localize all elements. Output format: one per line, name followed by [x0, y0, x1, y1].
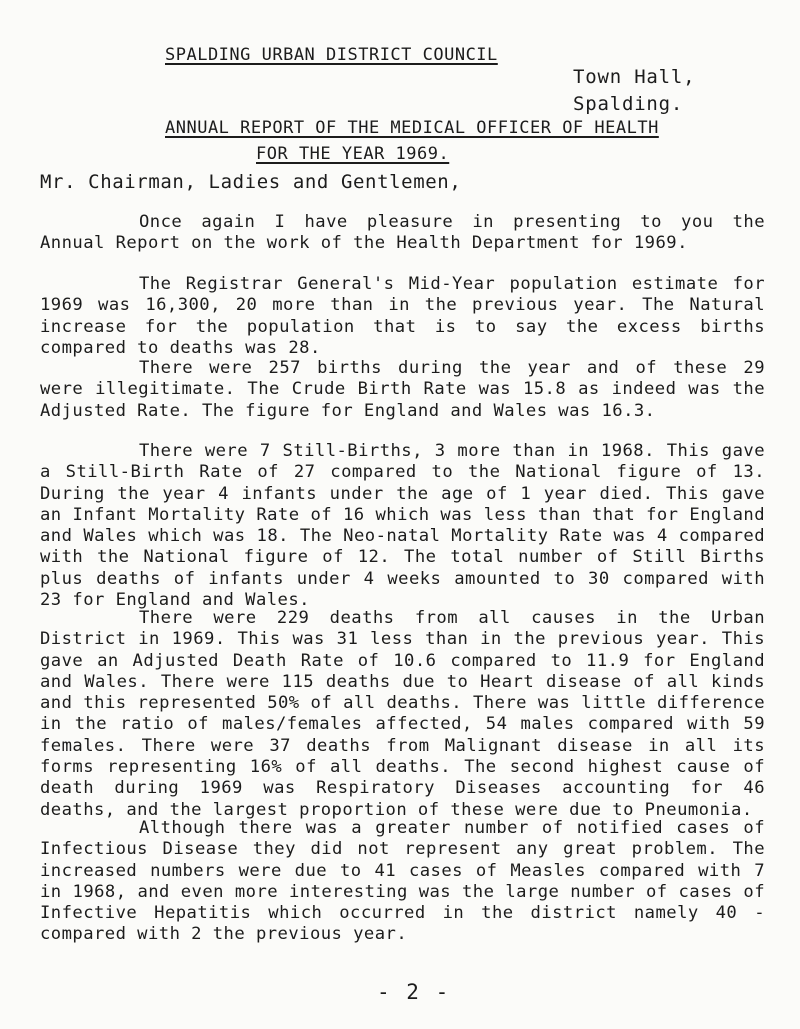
paragraph-infectious-disease: Although there was a greater number of notified cases of Infectious Disease they did not represent any great problem. The increased numbers were due to 41 cases of Measles compared with 7 in 1968, and even more interesting was the large number of cases of Infective Hepatitis which occurred in the district namely 40 - compared with 2 the previous year.	[40, 818, 765, 945]
address-line-1: Town Hall,	[573, 66, 696, 88]
council-heading: SPALDING URBAN DISTRICT COUNCIL	[165, 45, 498, 65]
paragraph-deaths: There were 229 deaths from all causes in the Urban District in 1969. This was 31 less than in the previous year. This gave an Adjusted Death Rate of 10.6 compared to 11.9 for England and Wales. There were 115 deaths due to Heart disease of all kinds and this represented 50% of all deaths. There was little difference in the ratio of males/females affected, 54 males compared with 59 females. There were 37 deaths from Malignant disease in all its forms representing 16% of all deaths. The second highest cause of death during 1969 was Respiratory Diseases accounting for 46 deaths, and the largest proportion of these were due to Pneumonia.	[40, 608, 765, 820]
report-title: ANNUAL REPORT OF THE MEDICAL OFFICER OF HEALTH	[165, 118, 659, 138]
address-line-2: Spalding.	[573, 93, 684, 115]
report-year: FOR THE YEAR 1969.	[256, 144, 450, 164]
page-number: - 2 -	[377, 980, 451, 1004]
paragraph-still-births: There were 7 Still-Births, 3 more than in 1968. This gave a Still-Birth Rate of 27 compared to the National figure of 13. During the year 4 infants under the age of 1 year died. This gave an Infant Mortality Rate of 16 which was less than that for England and Wales which was 18. The Neo-natal Mortality Rate was 4 compared with the National figure of 12. The total number of Still Births plus deaths of infants under 4 weeks amounted to 30 compared with 23 for England and Wales.	[40, 441, 765, 611]
salutation: Mr. Chairman, Ladies and Gentlemen,	[40, 171, 462, 193]
paragraph-intro: Once again I have pleasure in presenting to you the Annual Report on the work of the Health Department for 1969.	[40, 212, 765, 254]
paragraph-births: There were 257 births during the year and of these 29 were illegitimate. The Crude Birth Rate was 15.8 as indeed was the Adjusted Rate. The figure for England and Wales was 16.3.	[40, 358, 765, 421]
paragraph-population: The Registrar General's Mid-Year population estimate for 1969 was 16,300, 20 more than in the previous year. The Natural increase for the population that is to say the excess births compared to deaths was 28.	[40, 274, 765, 358]
